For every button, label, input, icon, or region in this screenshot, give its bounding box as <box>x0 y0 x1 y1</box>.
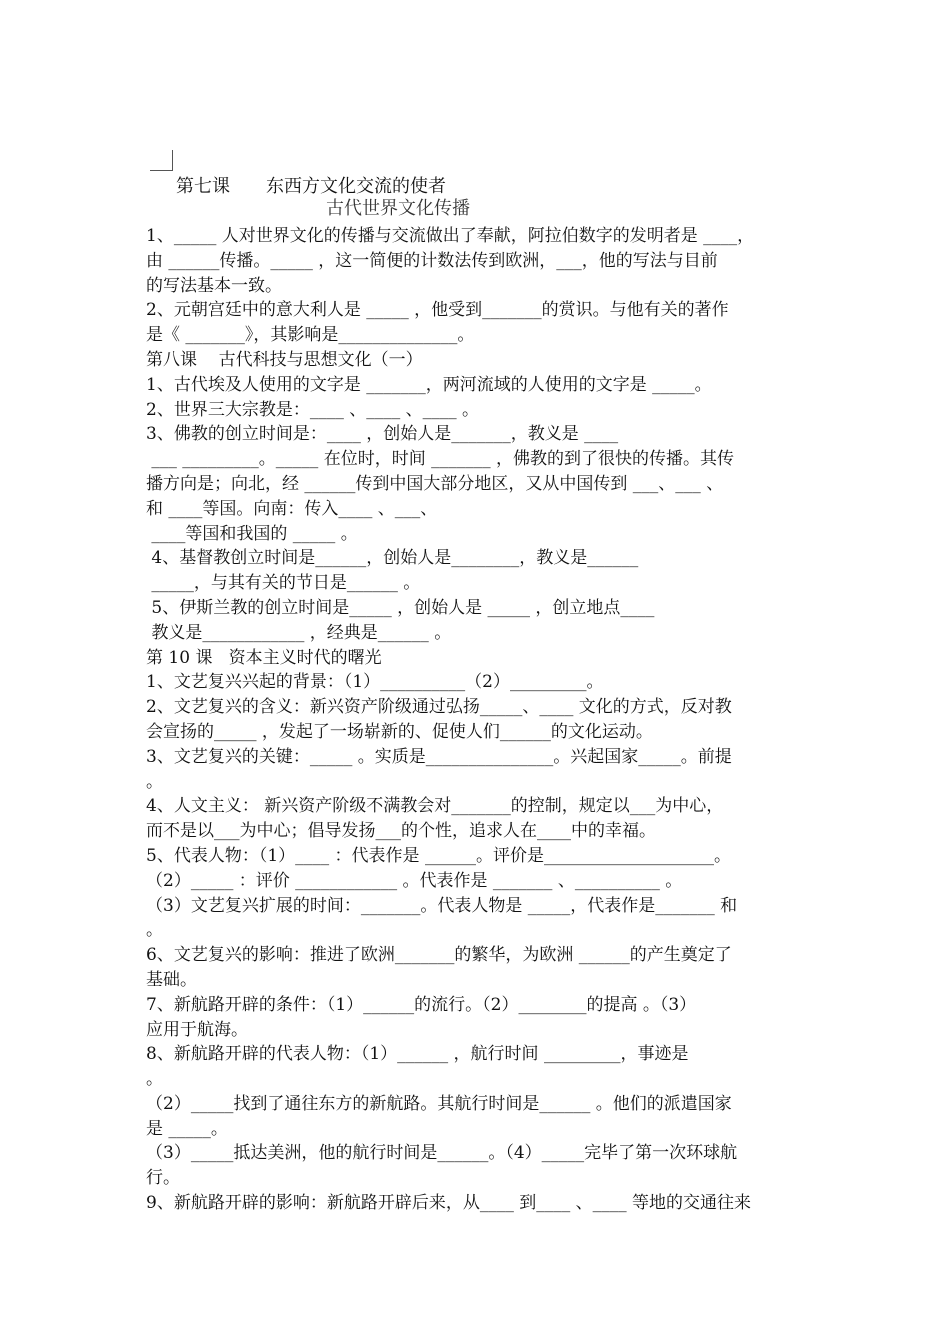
text-line: 应用于航海。 <box>146 1019 248 1040</box>
text-line: 9、新航路开辟的影响：新航路开辟后来，从____ 到____ 、____ 等地的交通往来 <box>146 1193 752 1214</box>
lesson7-title: 东西方文化交流的使者 <box>266 176 446 197</box>
worksheet-body <box>146 224 811 1216</box>
text-line: 3、文艺复兴的关键：_____ 。实质是_______________。兴起国家_____。前提 <box>146 746 732 767</box>
text-line: 2、文艺复兴的含义：新兴资产阶级通过弘扬_____、____ 文化的方式，反对教 <box>146 697 732 718</box>
page-corner-mark <box>150 150 173 171</box>
section-heading: 第八课 古代科技与思想文化（一） <box>146 349 423 370</box>
text-line: 5、伊斯兰教的创立时间是_____ ，创始人是 _____ ，创立地点____ <box>146 597 655 618</box>
text-line: 。 <box>146 771 163 792</box>
text-line: 行。 <box>146 1168 180 1189</box>
text-line: 由 ______传播。_____ ，这一简便的计数法传到欧洲，___，他的写法与目前 <box>146 250 718 271</box>
text-line: 1、_____ 人对世界文化的传播与交流做出了奉献，阿拉伯数字的发明者是 ____， <box>146 226 755 246</box>
text-line: 是 _____。 <box>146 1118 228 1139</box>
section-heading: 第 10 课 资本主义时代的曙光 <box>146 647 382 668</box>
text-line: 会宣扬的_____ ，发起了一场崭新的、促使人们______的文化运动。 <box>146 721 653 742</box>
text-line: 6、文艺复兴的影响：推进了欧洲_______的繁华，为欧洲 ______的产生奠定了 <box>146 945 732 966</box>
lesson7-subtitle-clipped: 古代世界文化传播 <box>326 198 470 219</box>
text-line: 2、世界三大宗教是：____ 、____ 、____ 。 <box>146 399 480 420</box>
text-line: （3）文艺复兴扩展的时间：_______。代表人物是 _____，代表作是_______ 和 <box>146 895 738 916</box>
text-line: （2）_____找到了通往东方的新航路。其航行时间是______ 。他们的派遣国家 <box>146 1093 732 1114</box>
text-line: 1、文艺复兴兴起的背景：（1）__________（2）_________。 <box>146 672 604 693</box>
text-line: 教义是____________ ，经典是______ 。 <box>146 622 452 643</box>
text-line: ____等国和我国的 _____ 。 <box>146 523 358 544</box>
text-line: _____，与其有关的节日是______ 。 <box>146 573 421 594</box>
text-line: 4、人文主义： 新兴资产阶级不满教会对_______的控制，规定以___为中心， <box>146 796 724 817</box>
text-line: 和 ____等国。向南：传入____ 、___、 <box>146 498 438 519</box>
text-line: 1、古代埃及人使用的文字是 _______，两河流域的人使用的文字是 _____。 <box>146 374 712 395</box>
text-line: ___ _________。_____ 在位时，时间 _______ ，佛教的到了很快的传播。其传 <box>146 449 735 470</box>
text-line: 3、佛教的创立时间是：____ ，创始人是_______，教义是 ____ <box>146 424 619 445</box>
text-line: 7、新航路开辟的条件：（1）______的流行。（2）________的提高 。（3） <box>146 994 697 1015</box>
text-line: 而不是以___为中心；倡导发扬___的个性，追求人在____中的幸福。 <box>146 821 656 842</box>
text-line: （2）_____ ：评价 ____________ 。代表作是 _______ 、__________ 。 <box>146 870 683 891</box>
text-line: 是《 _______》，其影响是______________。 <box>146 325 475 346</box>
lesson7-title-block <box>176 168 470 219</box>
text-line: 。 <box>146 1069 163 1090</box>
text-line: 的写法基本一致。 <box>146 275 282 296</box>
text-line: 4、基督教创立时间是______，创始人是________，教义是______ <box>146 548 639 569</box>
lesson7-number: 第七课 <box>176 176 230 197</box>
text-line: 。 <box>146 920 163 941</box>
text-line: （3）_____抵达美洲，他的航行时间是______。（4）_____完毕了第一次环球航 <box>146 1143 738 1164</box>
text-line: 基础。 <box>146 969 197 990</box>
text-line: 播方向是；向北，经 ______传到中国大部分地区，又从中国传到 ___、___ 、 <box>146 473 724 494</box>
text-line: 8、新航路开辟的代表人物：（1）______ ，航行时间 _________，事迹是 <box>146 1044 689 1065</box>
text-line: 2、元朝宫廷中的意大利人是 _____ ，他受到_______的赏识。与他有关的著作 <box>146 300 729 321</box>
text-line: 5、代表人物：（1）____ ：代表作是 ______。评价是____________________。 <box>146 845 731 866</box>
